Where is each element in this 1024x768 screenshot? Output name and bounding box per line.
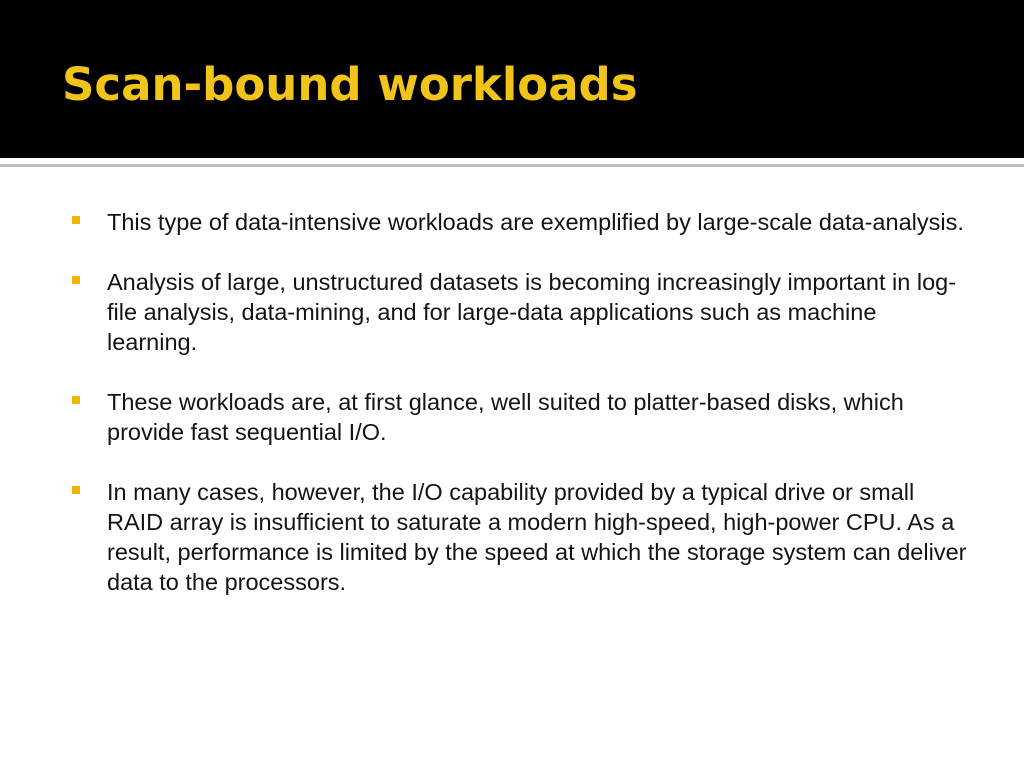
bullet-item <box>72 387 972 447</box>
bullet-item <box>72 477 972 597</box>
bullet-item <box>72 207 972 237</box>
square-bullet-icon <box>72 216 80 224</box>
title-divider <box>0 164 1024 167</box>
bullet-text: Analysis of large, unstructured datasets is becoming increasingly important in log-file analysis, data-mining, and for large-data applications such as machine learning. <box>107 269 957 355</box>
title-bar <box>0 0 1024 158</box>
bullet-item <box>72 267 972 357</box>
bullet-text: This type of data-intensive workloads are exemplified by large-scale data-analysis. <box>107 209 964 235</box>
square-bullet-icon <box>72 486 80 494</box>
square-bullet-icon <box>72 276 80 284</box>
bullet-list <box>72 207 972 627</box>
slide-title: Scan-bound workloads <box>62 58 638 111</box>
bullet-text: In many cases, however, the I/O capability provided by a typical drive or small RAID array is insufficient to saturate a modern high-speed, high-power CPU. As a result, performance is limited by the speed at which the storage system can deliver data to the processors. <box>107 479 967 595</box>
bullet-text: These workloads are, at first glance, well suited to platter-based disks, which provide fast sequential I/O. <box>107 389 904 445</box>
square-bullet-icon <box>72 396 80 404</box>
